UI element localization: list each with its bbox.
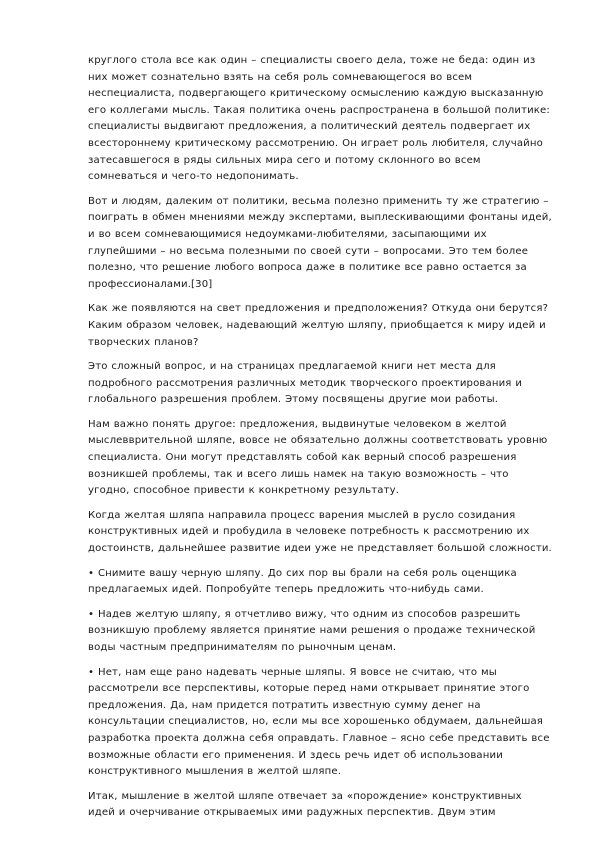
paragraph-understand-other: Нам важно понять другое: предложения, выдвинутые человеком в желтой мыслевврительной шляпе, вовсе не обязательно должны соответствовать уровню специалиста. Они могут представлять собой как верный способ разрешения возникшей проблемы, так и всего лишь намек на такую возможность – что угодно, способное привести к конкретному результату. [88, 418, 548, 497]
paragraph-round-table-continuation: круглого стола все как один – специалисты своего дела, тоже не беда: один из них может сознательно взять на себя роль сомневающегося во всем неспециалиста, подвергающего критическому осмыслению каждую высказанную его коллегами мысль. Такая политика очень распространена в большой политике: специалисты выдвигают предложения, а политический деятель подвергает их всестороннему критическому рассмотрению. Он играет роль любителя, случайно затесавшегося в ряды сильных мира сего и потому склонного во всем сомневаться и чего-то недопонимать. [88, 55, 550, 183]
paragraph-complex-question: Это сложный вопрос, и на страницах предлагаемой книги нет места для подробного рассмотрения различных методик творческого проектирования и глобального разрешения проблем. Этому посвящены другие мои работы. [88, 361, 523, 406]
bullet-remove-black-hat: • Снимите вашу черную шляпу. До сих пор вы брали на себя роль оценщика предлагаемых идей. Попробуйте теперь предложить что-нибудь сами. [88, 567, 517, 596]
bullet-too-early-black-hats: • Нет, нам еще рано надевать черные шляпы. Я вовсе не считаю, что мы рассмотрели все перспективы, которые перед нами открывает принятие этого предложения. Да, нам придется потратить известную сумму денег на консультации специалистов, но, если мы все хорошенько обдумаем, дальнейшая разработка проекта должна себя оправдать. Главное – ясно себе представить все возможные области его применения. И здесь речь идет об использовании конструктивного мышления в желтой шляпе. [88, 666, 550, 778]
document-body [88, 53, 552, 830]
paragraph-summary: Итак, мышление в желтой шляпе отвечает за «порождение» конструктивных идей и очерчивание открываемых ими радужных перспектив. Двум этим [88, 790, 522, 819]
paragraph-origin-question: Как же появляются на свет предложения и предположения? Откуда они берутся? Каким образом человек, надевающий желтую шляпу, приобщается к миру идей и творческих планов? [88, 303, 549, 348]
paragraph-yellow-hat-direction: Когда желтая шляпа направила процесс варения мыслей в русло созидания конструктивных идей и пробудила в человеке потребность к рассмотрению их достоинств, дальнейшее развитие идеи уже не представляет большой сложности. [88, 509, 552, 555]
paragraph-politics-strategy: Вот и людям, далеким от политики, весьма полезно применить ту же стратегию – поиграть в обмен мнениями между экспертами, выплескивающими фонтаны идей, и во всем сомневающимися недоумками-любителями, засыпающими их глупейшими – но весьма полезными по своей сути – вопросами. Это тем более полезно, что решение любого вопроса даже в политике все равно остается за профессионалами.[30] [88, 195, 552, 290]
bullet-wear-yellow-hat: • Надев желтую шляпу, я отчетливо вижу, что одним из способов разрешить возникшую проблему является принятие нами решения о продаже технической воды частным предпринимателям по рыночным ценам. [88, 608, 536, 653]
